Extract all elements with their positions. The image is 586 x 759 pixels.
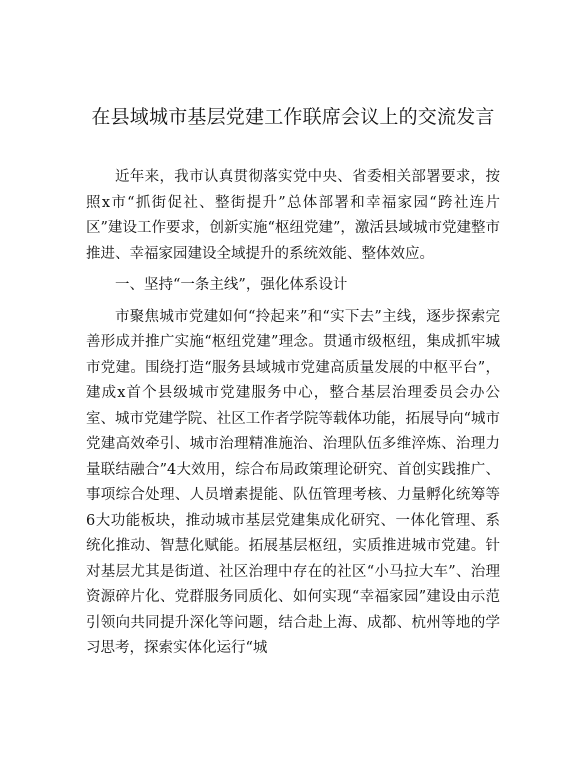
intro-paragraph: 近年来，我市认真贯彻落实党中央、省委相关部署要求，按照x市“抓街促社、整街提升”总体部署和幸福家园“跨社连片区”建设工作要求，创新实施“枢纽党建”，激活县域城市党建整市推进、幸福家园建设全域提升的系统效能、整体效应。 <box>86 169 500 262</box>
document-title: 在县域城市基层党建工作联席会议上的交流发言 <box>91 106 495 128</box>
section-heading: 一、坚持“一条主线”，强化体系设计 <box>115 277 348 293</box>
document-body <box>86 165 500 662</box>
body-paragraph: 市聚焦城市党建如何“拎起来”和“实下去”主线，逐步探索完善形成并推广实施“枢纽党建”理念。贯通市级枢纽，集成抓牢城市党建。围绕打造“服务县域城市党建高质量发展的中枢平台”，建成x首个县级城市党建服务中心，整合基层治理委员会办公室、城市党建学院、社区工作者学院等载体功能，拓展导向“城市党建高效牵引、城市治理精准施治、治理队伍多维淬炼、治理力量联结融合”4大效用，综合布局政策理论研究、首创实践推广、事项综合处理、人员增素提能、队伍管理考核、力量孵化统筹等6大功能板块，推动城市基层党建集成化研究、一体化管理、系统化推动、智慧化赋能。拓展基层枢纽，实质推进城市党建。针对基层尤其是街道、社区治理中存在的社区“小马拉大车”、治理资源碎片化、党群服务同质化、如何实现“幸福家园”建设由示范引领向共同提升深化等问题，结合赴上海、成都、杭州等地的学习思考，探索实体化运行“城 <box>86 308 500 656</box>
